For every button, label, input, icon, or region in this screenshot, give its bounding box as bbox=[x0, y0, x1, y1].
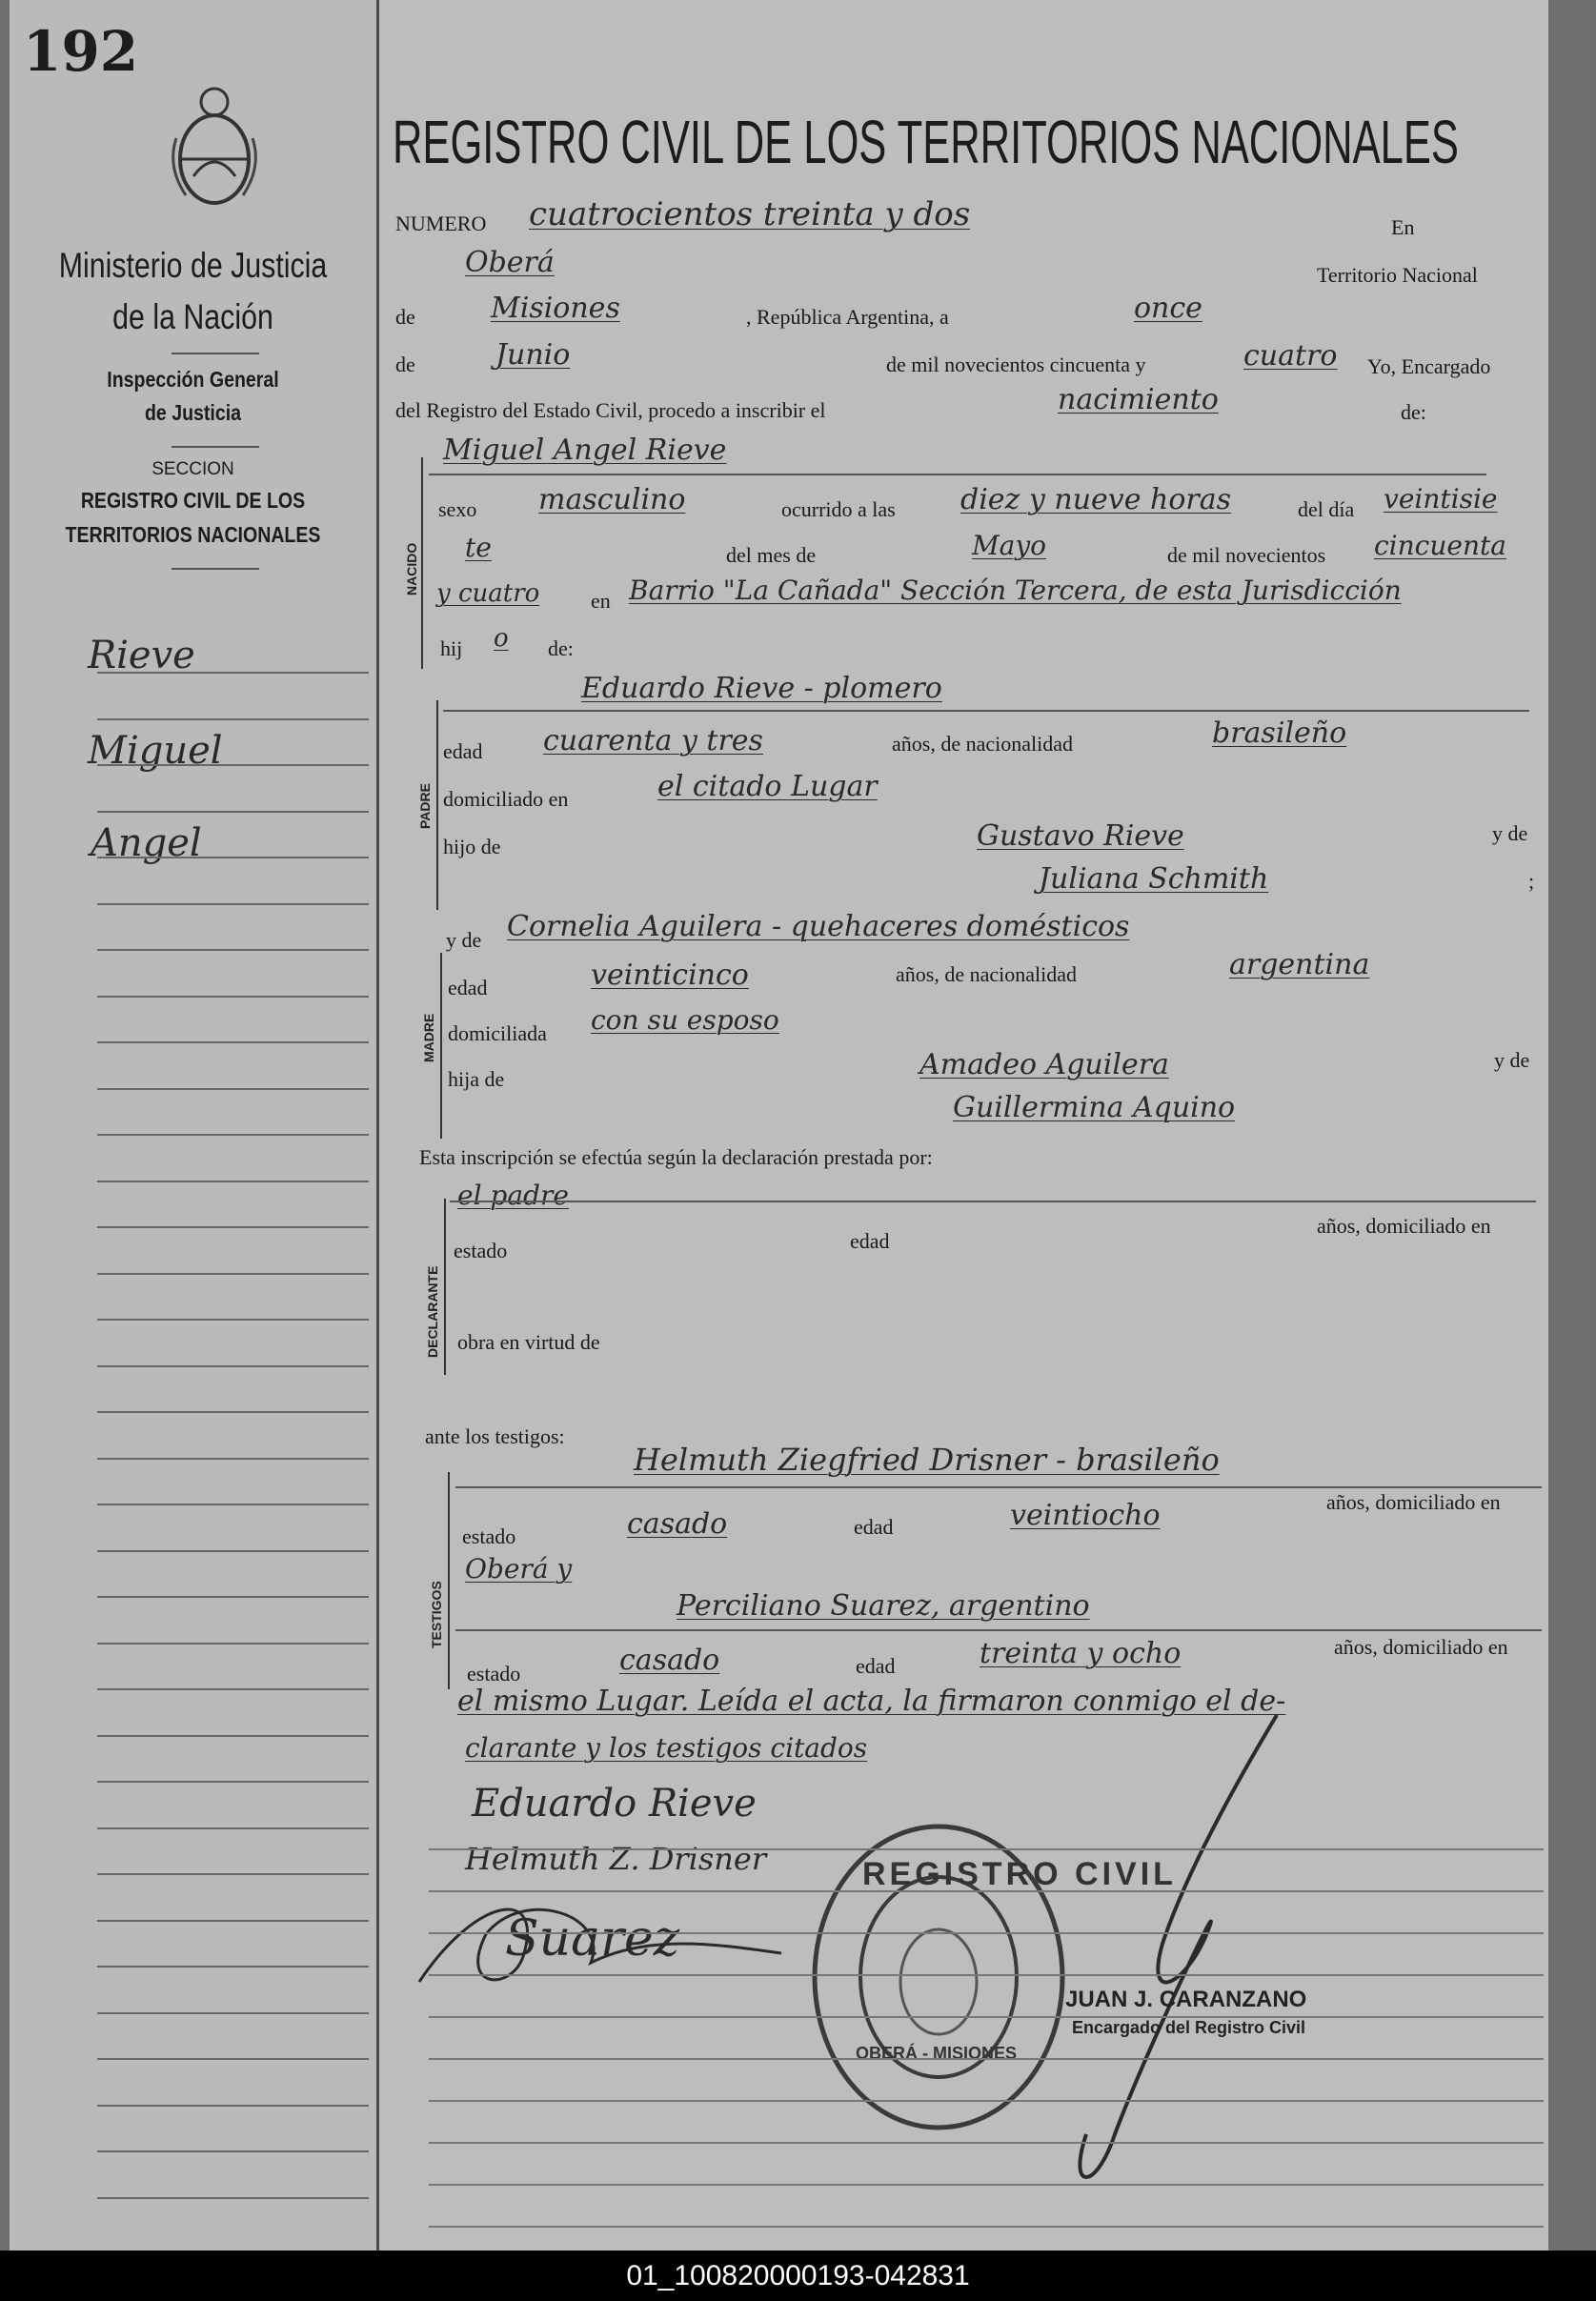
margin-surname: Rieve bbox=[88, 634, 195, 677]
margin-name1: Miguel bbox=[88, 729, 223, 773]
inspeccion-line1: Inspección General bbox=[107, 367, 279, 392]
abuela-m-value: Guillermina Aquino bbox=[953, 1091, 1236, 1124]
firma-testigo2: Suarez bbox=[505, 1910, 680, 1968]
margin-rule bbox=[97, 1365, 369, 1367]
padre-nac-value: brasileño bbox=[1212, 717, 1347, 750]
madre-dom-label: domiciliada bbox=[448, 1021, 547, 1045]
signature-rule bbox=[429, 1974, 1544, 1976]
register-page bbox=[10, 0, 1548, 2251]
hijo-de-label: hijo de bbox=[443, 835, 501, 858]
margin-rule bbox=[97, 1781, 369, 1783]
numero-label: NUMERO bbox=[395, 212, 487, 235]
signature-rule bbox=[429, 1890, 1544, 1892]
t2-estado-label: estado bbox=[467, 1662, 521, 1685]
margin-rule bbox=[97, 1827, 369, 1829]
margin-rule bbox=[97, 2058, 369, 2060]
madre-dom-value: con su esposo bbox=[591, 1004, 779, 1036]
hij-value: o bbox=[494, 624, 509, 653]
de-colon-label: de: bbox=[1401, 400, 1426, 424]
stamp-bottom: OBERÁ - MISIONES bbox=[856, 2044, 1018, 2063]
padre-dom-value: el citado Lugar bbox=[657, 770, 878, 803]
margin-rule bbox=[97, 1596, 369, 1598]
declarante-estado-label: estado bbox=[454, 1239, 508, 1262]
y-de3-label: y de bbox=[1494, 1048, 1530, 1072]
testigo1-value: Helmuth Ziegfried Drisner - brasileño bbox=[634, 1442, 1220, 1478]
declarante-anios-label: años, domiciliado en bbox=[1317, 1214, 1491, 1238]
sexo-value: masculino bbox=[538, 483, 686, 516]
t1-dom-value: Oberá y bbox=[465, 1553, 573, 1584]
margin-rule bbox=[97, 718, 369, 720]
coat-of-arms-icon bbox=[167, 81, 262, 210]
dia-nac-value1: veintisie bbox=[1384, 483, 1498, 515]
firma-declarante: Eduardo Rieve bbox=[472, 1782, 757, 1826]
padre-label: PADRE bbox=[417, 783, 433, 829]
margin-rule bbox=[97, 1411, 369, 1413]
page-title: REGISTRO CIVIL DE LOS TERRITORIOS NACIONALES bbox=[393, 108, 1459, 176]
registro-line2: TERRITORIOS NACIONALES bbox=[65, 522, 321, 547]
lugar-value: Oberá bbox=[465, 246, 555, 279]
horas-value: diez y nueve horas bbox=[960, 483, 1232, 516]
margin-rule bbox=[97, 2150, 369, 2152]
abuelo-p-value: Gustavo Rieve bbox=[977, 819, 1184, 853]
madre-edad-label: edad bbox=[448, 976, 488, 999]
ministry-line1: Ministerio de Justicia bbox=[58, 246, 328, 285]
margin-rule bbox=[97, 1181, 369, 1182]
page-number: 192 bbox=[23, 19, 139, 84]
sexo-label: sexo bbox=[438, 497, 477, 521]
padre-edad-label: edad bbox=[443, 739, 483, 763]
registro-label: del Registro del Estado Civil, procedo a inscribir el bbox=[395, 398, 826, 422]
ocurrido-label: ocurrido a las bbox=[781, 497, 896, 521]
de-label: de bbox=[395, 305, 415, 329]
padre-edad-value: cuarenta y tres bbox=[543, 724, 763, 757]
padre-value: Eduardo Rieve - plomero bbox=[581, 672, 942, 705]
cierre1-value: el mismo Lugar. Leída el acta, la firmaron conmigo el de- bbox=[457, 1685, 1286, 1718]
del-mes-label: del mes de bbox=[726, 543, 817, 567]
margin-rule bbox=[97, 764, 369, 766]
margin-rule bbox=[97, 949, 369, 951]
t1-estado-label: estado bbox=[462, 1524, 516, 1548]
anio-nac-value1: cincuenta bbox=[1374, 530, 1506, 561]
de3-label: de: bbox=[548, 636, 574, 660]
t2-edad-label: edad bbox=[856, 1654, 896, 1678]
t1-anios-label: años, domiciliado en bbox=[1326, 1490, 1501, 1514]
margin-rule bbox=[97, 1458, 369, 1460]
margin-rule bbox=[97, 1688, 369, 1690]
y-de2-label: y de bbox=[446, 928, 482, 952]
acto-value: nacimiento bbox=[1058, 383, 1219, 416]
en2-label: en bbox=[591, 589, 611, 613]
mil-label: de mil novecientos cincuenta y bbox=[886, 353, 1146, 376]
margin-column bbox=[10, 0, 379, 2251]
obra-label: obra en virtud de bbox=[457, 1330, 600, 1354]
de-mes-label: de bbox=[395, 353, 415, 376]
margin-rule bbox=[97, 1966, 369, 1968]
madre-edad-value: veinticinco bbox=[591, 959, 749, 992]
seccion-label: SECCION bbox=[152, 459, 234, 479]
signature-rule bbox=[429, 1848, 1544, 1850]
margin-rule bbox=[97, 857, 369, 858]
anio-nac-value2: y cuatro bbox=[436, 579, 540, 608]
margin-rule bbox=[97, 1643, 369, 1645]
declarante-edad-label: edad bbox=[850, 1229, 890, 1253]
nombre-value: Miguel Angel Rieve bbox=[443, 434, 727, 467]
ministry-line2: de la Nación bbox=[112, 297, 273, 336]
y-de-label: y de bbox=[1492, 821, 1528, 845]
testigos-label: TESTIGOS bbox=[429, 1581, 444, 1648]
numero-value: cuatrocientos treinta y dos bbox=[529, 195, 971, 233]
margin-rule bbox=[97, 1504, 369, 1505]
margin-rule bbox=[97, 1226, 369, 1228]
margin-rule bbox=[97, 996, 369, 998]
abuelo-m-value: Amadeo Aguilera bbox=[919, 1048, 1169, 1081]
t2-estado-value: casado bbox=[619, 1644, 720, 1677]
mil2-label: de mil novecientos bbox=[1167, 543, 1326, 567]
signature-rule bbox=[429, 2016, 1544, 2018]
madre-value: Cornelia Aguilera - quehaceres domésticos bbox=[507, 910, 1130, 943]
madre-label: MADRE bbox=[421, 1013, 436, 1062]
margin-rule bbox=[97, 903, 369, 905]
t1-estado-value: casado bbox=[627, 1507, 728, 1541]
margin-rule bbox=[97, 1319, 369, 1321]
hij-label: hij bbox=[440, 636, 463, 660]
abuela-p-value: Juliana Schmith bbox=[1039, 862, 1269, 896]
testigo2-value: Perciliano Suarez, argentino bbox=[677, 1589, 1090, 1623]
lugar-nac-value: Barrio "La Cañada" Sección Tercera, de esta Jurisdicción bbox=[629, 575, 1402, 606]
margin-name2: Angel bbox=[91, 821, 202, 865]
territorio-value: Misiones bbox=[491, 292, 620, 325]
t2-anios-label: años, domiciliado en bbox=[1334, 1635, 1508, 1659]
t1-edad-label: edad bbox=[854, 1515, 894, 1539]
margin-rule bbox=[97, 1735, 369, 1737]
nacido-label: NACIDO bbox=[404, 542, 419, 595]
en-label: En bbox=[1391, 215, 1415, 239]
margin-rule bbox=[97, 2012, 369, 2014]
dia-value: once bbox=[1134, 292, 1202, 325]
declarante-value: el padre bbox=[457, 1180, 569, 1211]
stamp-text: REGISTRO CIVIL bbox=[862, 1856, 1177, 1892]
anio-value: cuatro bbox=[1243, 339, 1338, 373]
republica-label: , República Argentina, a bbox=[746, 305, 949, 329]
signature-rule bbox=[429, 2058, 1544, 2060]
signature-flourish-icon bbox=[400, 1877, 800, 2001]
padre-dom-label: domiciliado en bbox=[443, 787, 569, 811]
margin-rule bbox=[97, 1134, 369, 1136]
margin-rule bbox=[97, 1273, 369, 1275]
registro-line1: REGISTRO CIVIL DE LOS bbox=[80, 488, 306, 513]
signature-rule bbox=[429, 2226, 1544, 2228]
madre-nac-label: años, de nacionalidad bbox=[896, 962, 1077, 986]
cierre2-value: clarante y los testigos citados bbox=[465, 1732, 868, 1764]
firma-testigo1: Helmuth Z. Drisner bbox=[465, 1841, 767, 1877]
madre-nac-value: argentina bbox=[1229, 948, 1370, 981]
encargado-role: Encargado del Registro Civil bbox=[1072, 2018, 1306, 2037]
signature-rule bbox=[429, 2100, 1544, 2102]
signature-rule bbox=[429, 2184, 1544, 2186]
encargado-name: JUAN J. CARANZANO bbox=[1065, 1987, 1307, 2012]
signature-rule bbox=[429, 1932, 1544, 1934]
declarante-label: DECLARANTE bbox=[425, 1265, 440, 1358]
official-signature-icon bbox=[1029, 1696, 1334, 2210]
inspeccion-line2: de Justicia bbox=[144, 400, 242, 425]
mes-value: Junio bbox=[495, 338, 571, 372]
margin-rule bbox=[97, 1920, 369, 1922]
margin-rule bbox=[97, 811, 369, 813]
ante-label: ante los testigos: bbox=[425, 1424, 565, 1448]
margin-rule bbox=[97, 2197, 369, 2199]
hija-de-label: hija de bbox=[448, 1067, 505, 1091]
semicolon-label: ; bbox=[1528, 869, 1535, 893]
margin-rule bbox=[97, 1873, 369, 1875]
t1-edad-value: veintiocho bbox=[1010, 1499, 1161, 1532]
del-dia-label: del día bbox=[1298, 497, 1355, 521]
inscripcion-label: Esta inscripción se efectúa según la declaración prestada por: bbox=[419, 1145, 933, 1169]
margin-rule bbox=[97, 1088, 369, 1090]
margin-rule bbox=[97, 1550, 369, 1552]
territorio-label: Territorio Nacional bbox=[1317, 263, 1478, 287]
margin-rule bbox=[97, 1041, 369, 1043]
padre-nac-label: años, de nacionalidad bbox=[892, 732, 1073, 756]
margin-rule bbox=[97, 2105, 369, 2107]
margin-rule bbox=[97, 672, 369, 674]
signature-rule bbox=[429, 2142, 1544, 2144]
yo-label: Yo, Encargado bbox=[1367, 354, 1491, 378]
dia-nac-value2: te bbox=[465, 532, 492, 563]
mes-nac-value: Mayo bbox=[972, 530, 1047, 561]
document-id-footer: 01_100820000193-042831 bbox=[0, 2251, 1596, 2301]
t2-edad-value: treinta y ocho bbox=[980, 1637, 1182, 1670]
